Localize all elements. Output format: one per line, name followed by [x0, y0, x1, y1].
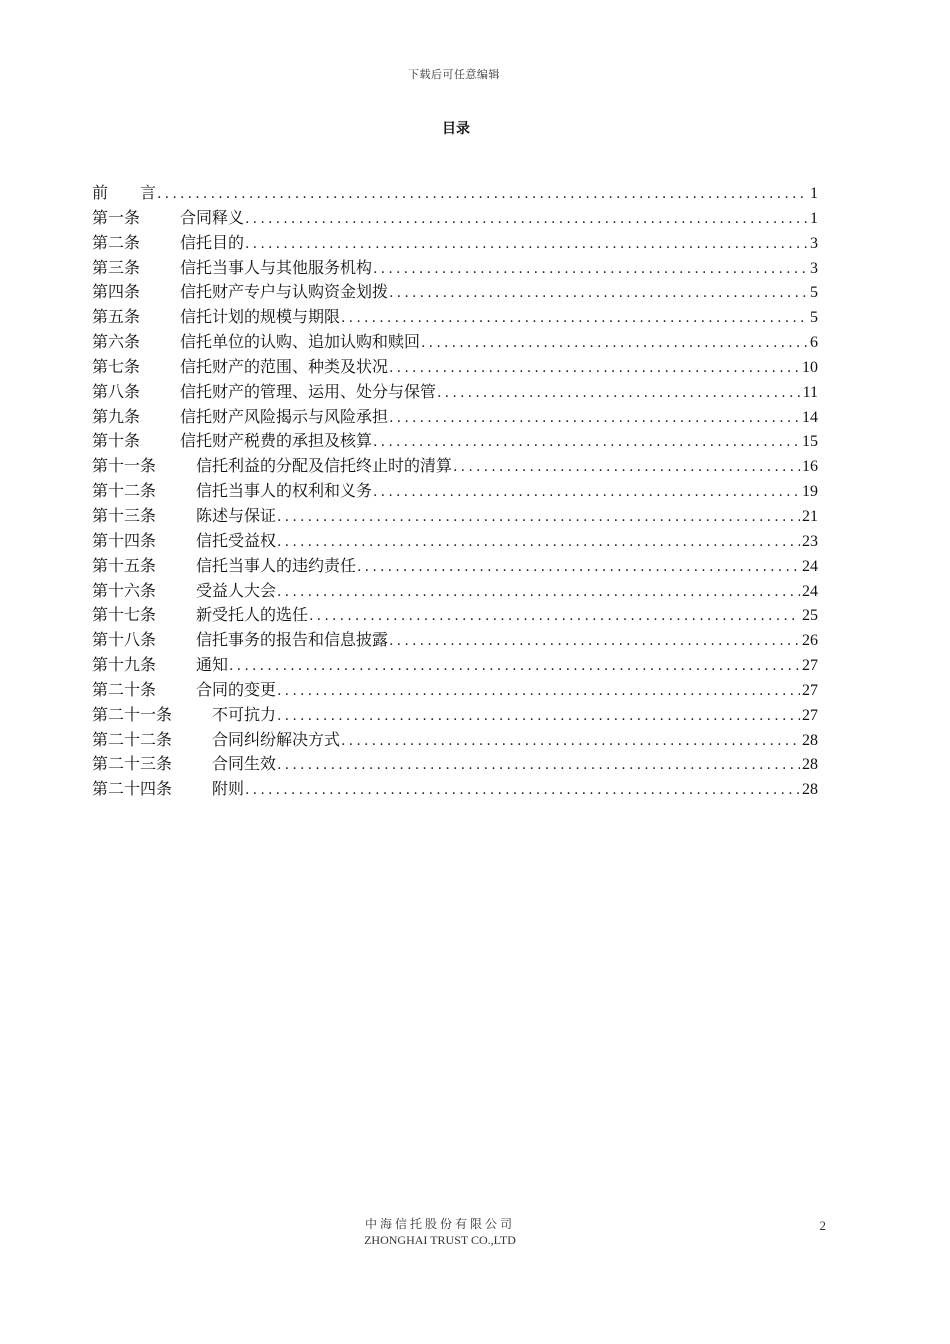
toc-entry-page: 14: [802, 408, 818, 426]
toc-entry-number: 第二十四条: [92, 779, 173, 799]
toc-entry-title: 信托当事人与其他服务机构: [180, 257, 373, 277]
toc-entry-number: 第十九条: [92, 655, 157, 675]
toc-entry-number: 第十六条: [92, 580, 157, 600]
toc-leader-dots: [245, 778, 800, 802]
toc-entry[interactable]: [92, 429, 818, 454]
toc-entry[interactable]: [92, 504, 818, 529]
toc-entry[interactable]: [92, 777, 818, 802]
toc-entry-number: 第十五条: [92, 555, 157, 575]
toc-leader-dots: [421, 331, 808, 355]
toc-entry-page: 28: [802, 756, 818, 774]
toc-entry-title: 信托目的: [180, 232, 245, 252]
toc-entry-title: 新受托人的选任: [196, 605, 309, 625]
toc-entry-number: 第十条: [92, 431, 141, 451]
toc-entry-title: 合同生效: [212, 754, 277, 774]
toc-entry[interactable]: [92, 256, 818, 281]
toc-entry-title: 信托财产风险揭示与风险承担: [180, 406, 389, 426]
page-number: 2: [819, 1218, 826, 1233]
toc-entry-number: 第六条: [92, 332, 141, 352]
toc-leader-dots: [277, 530, 800, 554]
footer-company-en: ZHONGHAI TRUST CO.,LTD: [364, 1233, 516, 1247]
toc-entry-title: 信托单位的认购、追加认购和赎回: [180, 332, 421, 352]
toc-leader-dots: [389, 356, 800, 380]
toc-entry-title: 信托财产税费的承担及核算: [180, 431, 373, 451]
toc-entry-title: 信托财产的管理、运用、处分与保管: [180, 381, 437, 401]
toc-entry-title: 受益人大会: [196, 580, 277, 600]
toc-leader-dots: [277, 580, 800, 604]
toc-entry-number: 第九条: [92, 406, 141, 426]
toc-entry[interactable]: [92, 405, 818, 430]
toc-entry[interactable]: [92, 579, 818, 604]
toc-entry-number: 第二条: [92, 232, 141, 252]
toc-leader-dots: [341, 729, 800, 753]
toc-leader-dots: [245, 232, 808, 256]
toc-entry-page: 6: [810, 334, 818, 352]
toc-leader-dots: [389, 406, 800, 430]
toc-entry-page: 10: [802, 358, 818, 376]
toc-entry-number: 第四条: [92, 282, 141, 302]
toc-entry[interactable]: [92, 728, 818, 753]
toc-entry-title: 不可抗力: [212, 704, 277, 724]
toc-entry-number: 第十七条: [92, 605, 157, 625]
toc-entry[interactable]: [92, 603, 818, 628]
footer-company-cn: 中海信托股份有限公司: [364, 1217, 515, 1231]
toc-entry-page: 27: [802, 657, 818, 675]
toc-entry-number: 第十四条: [92, 530, 157, 550]
toc-entry-number: 前 言: [92, 183, 157, 202]
toc-entry[interactable]: [92, 628, 818, 653]
toc-entry[interactable]: [92, 653, 818, 678]
toc-entry[interactable]: [92, 678, 818, 703]
toc-entry-number: 第二十条: [92, 679, 157, 699]
toc-entry-page: 28: [802, 731, 818, 749]
toc-entry[interactable]: [92, 305, 818, 330]
toc-leader-dots: [229, 654, 800, 678]
toc-entry-page: 3: [810, 259, 818, 277]
toc-entry-title: 合同的变更: [196, 679, 277, 699]
toc-leader-dots: [389, 281, 808, 305]
toc-entry-number: 第二十二条: [92, 729, 173, 749]
toc-entry-page: 16: [802, 458, 818, 476]
toc-entry-title: 信托受益权: [196, 530, 277, 550]
toc-entry-page: 28: [802, 781, 818, 799]
toc-leader-dots: [309, 604, 800, 628]
toc-entry[interactable]: [92, 380, 818, 405]
toc-entry-page: 21: [802, 507, 818, 525]
toc-leader-dots: [373, 257, 808, 281]
toc-entry-page: 19: [802, 483, 818, 501]
toc-entry-page: 1: [810, 209, 818, 227]
toc-entry[interactable]: [92, 454, 818, 479]
toc-entry-number: 第十三条: [92, 505, 157, 525]
toc-entry-page: 27: [802, 681, 818, 699]
toc-entry-title: 信托利益的分配及信托终止时的清算: [196, 456, 453, 476]
toc-entry-page: 1: [810, 185, 818, 202]
toc-entry-title: 信托当事人的权利和义务: [196, 481, 373, 501]
toc-title: 目录: [442, 121, 470, 137]
toc-entry[interactable]: [92, 752, 818, 777]
toc-leader-dots: [277, 753, 800, 777]
toc-entry-number: 第八条: [92, 381, 141, 401]
toc-entry[interactable]: [92, 280, 818, 305]
header-note: 下载后可任意编辑: [408, 68, 500, 81]
toc-entry-title: 信托当事人的违约责任: [196, 555, 357, 575]
toc-entry[interactable]: [92, 181, 818, 206]
toc-entry-page: 3: [810, 234, 818, 252]
toc-leader-dots: [157, 182, 808, 206]
toc-entry-number: 第十二条: [92, 481, 157, 501]
toc-entry-page: 5: [810, 309, 818, 327]
toc-entry-page: 23: [802, 532, 818, 550]
toc-entry[interactable]: [92, 703, 818, 728]
toc-leader-dots: [437, 381, 801, 405]
toc-entry-title: 附则: [212, 779, 245, 799]
toc-entry-title: 合同纠纷解决方式: [212, 729, 341, 749]
toc-entry-title: 合同释义: [180, 207, 245, 227]
toc-entry-title: 通知: [196, 655, 229, 675]
toc-entry-number: 第二十一条: [92, 704, 173, 724]
toc-leader-dots: [389, 629, 800, 653]
toc-entry-page: 27: [802, 706, 818, 724]
toc-leader-dots: [453, 455, 800, 479]
toc-entry-title: 信托财产专户与认购资金划拨: [180, 282, 389, 302]
toc-entry-page: 15: [802, 433, 818, 451]
toc-entry-title: 陈述与保证: [196, 505, 277, 525]
footer: [0, 1216, 880, 1248]
toc-leader-dots: [357, 555, 800, 579]
toc-leader-dots: [245, 207, 808, 231]
toc-entry-number: 第五条: [92, 307, 141, 327]
toc-entry[interactable]: [92, 479, 818, 504]
toc-leader-dots: [373, 480, 800, 504]
toc-leader-dots: [341, 306, 808, 330]
toc-entry-title: 信托财产的范围、种类及状况: [180, 356, 389, 376]
toc-entry-title: 信托计划的规模与期限: [180, 307, 341, 327]
toc-entry-title: 信托事务的报告和信息披露: [196, 630, 389, 650]
toc-entry-page: 24: [802, 582, 818, 600]
toc-entry-number: 第十一条: [92, 456, 157, 476]
toc-entry-page: 5: [810, 284, 818, 302]
toc-entry[interactable]: [92, 529, 818, 554]
toc-leader-dots: [277, 679, 800, 703]
toc-entry[interactable]: [92, 206, 818, 231]
toc-entry-number: 第二十三条: [92, 754, 173, 774]
toc-entry[interactable]: [92, 330, 818, 355]
toc-leader-dots: [277, 505, 800, 529]
toc-entry[interactable]: [92, 231, 818, 256]
toc-entry-number: 第七条: [92, 356, 141, 376]
toc-entry-number: 第一条: [92, 207, 141, 227]
toc-entry-number: 第十八条: [92, 630, 157, 650]
toc-entry-page: 25: [802, 607, 818, 625]
toc-entry-number: 第三条: [92, 257, 141, 277]
toc-entry-page: 24: [802, 557, 818, 575]
toc-leader-dots: [277, 704, 800, 728]
toc-entry-page: 11: [802, 383, 818, 401]
toc-entry[interactable]: [92, 554, 818, 579]
toc-leader-dots: [373, 430, 800, 454]
toc-entry-page: 26: [802, 632, 818, 650]
table-of-contents: [92, 181, 818, 802]
toc-entry[interactable]: [92, 355, 818, 380]
